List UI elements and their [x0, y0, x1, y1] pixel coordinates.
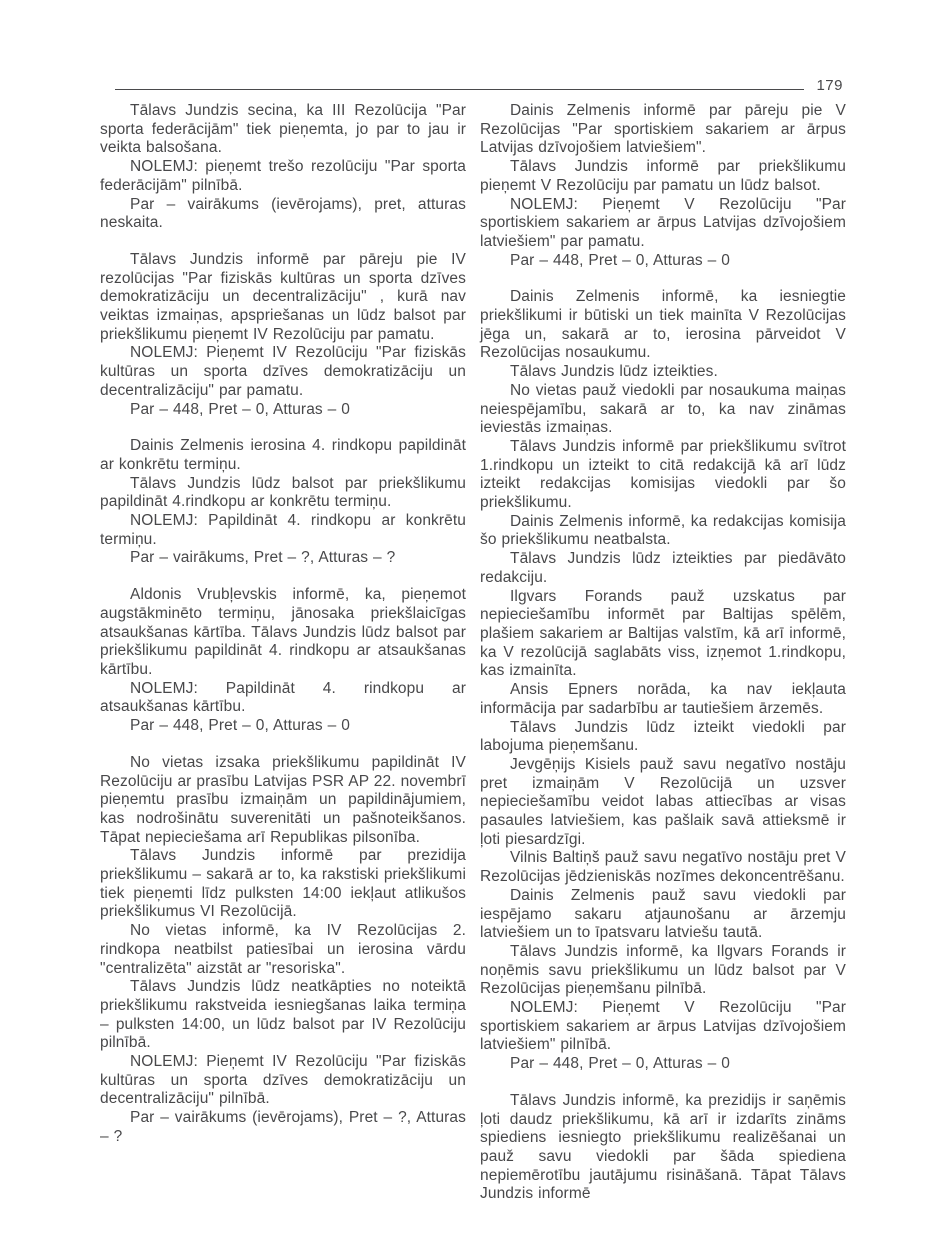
- page-header: [115, 78, 843, 93]
- paragraph: Tālavs Jundzis informē, ka prezidijs ir saņēmis ļoti daudz priekšlikumu, kā arī ir izdarīts zināms spiediens iesniegto priekšlikumu realizēšanai un pauž savu viedokli par šāda spiediena nepiemērotību jautājumu risināšanā. Tāpat Tālavs Jundzis informē: [480, 1091, 846, 1203]
- paragraph: Vilnis Baltiņš pauž savu negatīvo nostāju pret V Rezolūcijas jēdzieniskās nozīmes dekoncentrēšanu.: [480, 849, 846, 886]
- paragraph: Par – 448, Pret – 0, Atturas – 0: [510, 1055, 731, 1073]
- paragraph: NOLEMJ: Pieņemt IV Rezolūciju "Par fiziskās kultūras un sporta dzīves demokratizāciju un decentralizāciju" pilnībā.: [100, 1053, 466, 1108]
- paragraph: NOLEMJ: pieņemt trešo rezolūciju "Par sporta federācijām" pilnībā.: [100, 158, 466, 194]
- paragraph: No vietas informē, ka IV Rezolūcijas 2. rindkopa neatbilst patiesībai un ierosina vārdu "centralizēta" aizstāt ar "resoriska".: [100, 922, 466, 977]
- paragraph: Tālavs Jundzis informē par pāreju pie IV rezolūcijas "Par fiziskās kultūras un sporta dzīves demokratizāciju un decentralizāciju" , kurā nav veiktas izmaiņas, apspriešanas un lūdz balsot par priekšlikumu pieņemt IV Rezolūciju par pamatu.: [100, 250, 466, 343]
- paragraph: No vietas pauž viedokli par nosaukuma maiņas neiespējamību, sakarā ar to, ka nav zināmas ieviestās izmaiņas.: [480, 381, 846, 437]
- paragraph: Dainis Zelmenis informē, ka redakcijas komisija šo priekšlikumu neatbalsta.: [480, 512, 846, 549]
- paragraph: NOLEMJ: Papildināt 4. rindkopu ar atsaukšanas kārtību.: [100, 679, 466, 716]
- page-number: 179: [816, 77, 843, 94]
- paragraph: Tālavs Jundzis informē par prezidija priekšlikumu – sakarā ar to, ka rakstiski priekšlikumi tiek pieņemti līdz pulksten 14:00 iekļaut atlikušos priekšlikumus VI Rezolūcijā.: [100, 847, 466, 921]
- paragraph: Ansis Epners norāda, ka nav iekļauta informācija par sadarbību ar tautiešiem ārzemēs.: [480, 681, 846, 717]
- paragraph: NOLEMJ: Pieņemt V Rezolūciju "Par sportiskiem sakariem ar ārpus Latvijas dzīvojošiem latviešiem" par pamatu.: [480, 195, 846, 250]
- paragraph: Dainis Zelmenis pauž savu viedokli par iespējamo sakaru atjaunošanu ar ārzemju latviešiem un to īpatsvaru latviešu tautā.: [480, 886, 846, 942]
- paragraph: Tālavs Jundzis informē, ka Ilgvars Forands ir noņēmis savu priekšlikumu un lūdz balsot par V Rezolūcijas pieņemšanu pilnībā.: [480, 942, 846, 998]
- paragraph: Dainis Zelmenis informē par pāreju pie V Rezolūcijas "Par sportiskiem sakariem ar ārpus Latvijas dzīvojošiem latviešiem".: [480, 102, 846, 157]
- paragraph: Tālavs Jundzis lūdz izteikties.: [510, 363, 718, 381]
- paragraph: Tālavs Jundzis lūdz neatkāpties no noteiktā priekšlikumu rakstveida iesniegšanas laika termiņa – pulksten 14:00, un lūdz balsot par IV Rezolūciju pilnībā.: [100, 978, 466, 1052]
- paragraph: Dainis Zelmenis informē, ka iesniegtie priekšlikumi ir būtiski un tiek mainīta V Rezolūcijas jēga un, sakarā ar to, ierosina pārveidot V Rezolūcijas nosaukumu.: [480, 288, 846, 362]
- paragraph: Par – vairākums (ievērojams), pret, atturas neskaita.: [100, 195, 466, 232]
- paragraph: Tālavs Jundzis secina, ka III Rezolūcija "Par sporta federācijām" tiek pieņemta, jo par to jau ir veikta balsošana.: [100, 102, 466, 157]
- paragraph: No vietas izsaka priekšlikumu papildināt IV Rezolūciju ar prasību Latvijas PSR AP 22. novembrī pieņemtu prasību izmaiņām un papildinājumiem, kas nodrošinātu suverenitāti un pašnoteikšanos. Tāpat nepieciešama arī Republikas pilsonība.: [100, 753, 466, 846]
- paragraph: Tālavs Jundzis informē par priekšlikumu pieņemt V Rezolūciju par pamatu un lūdz balsot.: [480, 158, 846, 194]
- paragraph: NOLEMJ: Papildināt 4. rindkopu ar konkrētu termiņu.: [100, 512, 466, 548]
- paragraph: Par – 448, Pret – 0, Atturas – 0: [510, 251, 731, 269]
- text-columns: [100, 102, 846, 1204]
- paragraph: Dainis Zelmenis ierosina 4. rindkopu papildināt ar konkrētu termiņu.: [100, 437, 466, 473]
- paragraph: NOLEMJ: Pieņemt IV Rezolūciju "Par fiziskās kultūras un sporta dzīves demokratizāciju un decentralizāciju" par pamatu.: [100, 344, 466, 399]
- paragraph: Tālavs Jundzis lūdz izteikties par piedāvāto redakciju.: [480, 550, 846, 586]
- paragraph: Par – vairākums, Pret – ?, Atturas – ?: [130, 549, 396, 567]
- right-column: [480, 102, 846, 1204]
- paragraph: Tālavs Jundzis informē par priekšlikumu svītrot 1.rindkopu un izteikt to citā redakcijā kā arī lūdz izteikt redakcijas komisijas viedokli par šo priekšlikumu.: [480, 437, 846, 512]
- paragraph: Par – 448, Pret – 0, Atturas – 0: [130, 717, 351, 735]
- paragraph: Par – vairākums (ievērojams), Pret – ?, Atturas – ?: [100, 1109, 466, 1145]
- paragraph: Aldonis Vrubļevskis informē, ka, pieņemot augstākminēto termiņu, jānosaka priekšlaicīgas atsaukšanas kārtība. Tālavs Jundzis lūdz balsot par priekšlikumu papildināt 4. rindkopu ar atsaukšanas kārtību.: [100, 586, 466, 678]
- paragraph: Tālavs Jundzis lūdz balsot par priekšlikumu papildināt 4.rindkopu ar konkrētu termiņu.: [100, 474, 466, 511]
- paragraph: Tālavs Jundzis lūdz izteikt viedokli par labojuma pieņemšanu.: [480, 718, 846, 755]
- paragraph: Jevgēņijs Kisiels pauž savu negatīvo nostāju pret izmaiņām V Rezolūcijā un uzsver nepieciešamību veidot labas attiecības ar visas pasaules latviešiem, kas pašlaik savā attieksmē ir ļoti piesardzīgi.: [480, 755, 846, 848]
- paragraph: Ilgvars Forands pauž uzskatus par nepieciešamību informēt par Baltijas spēlēm, plašiem sakariem ar Baltijas valstīm, kā arī informē, ka V rezolūcijā saglabāts viss, izņemot 1.rindkopu, kas izmainīta.: [480, 587, 846, 680]
- paragraph: NOLEMJ: Pieņemt V Rezolūciju "Par sportiskiem sakariem ar ārpus Latvijas dzīvojošiem latviešiem" pilnībā.: [480, 999, 846, 1054]
- paragraph: Par – 448, Pret – 0, Atturas – 0: [130, 400, 351, 418]
- left-column: [100, 102, 466, 1204]
- header-rule: [115, 89, 804, 90]
